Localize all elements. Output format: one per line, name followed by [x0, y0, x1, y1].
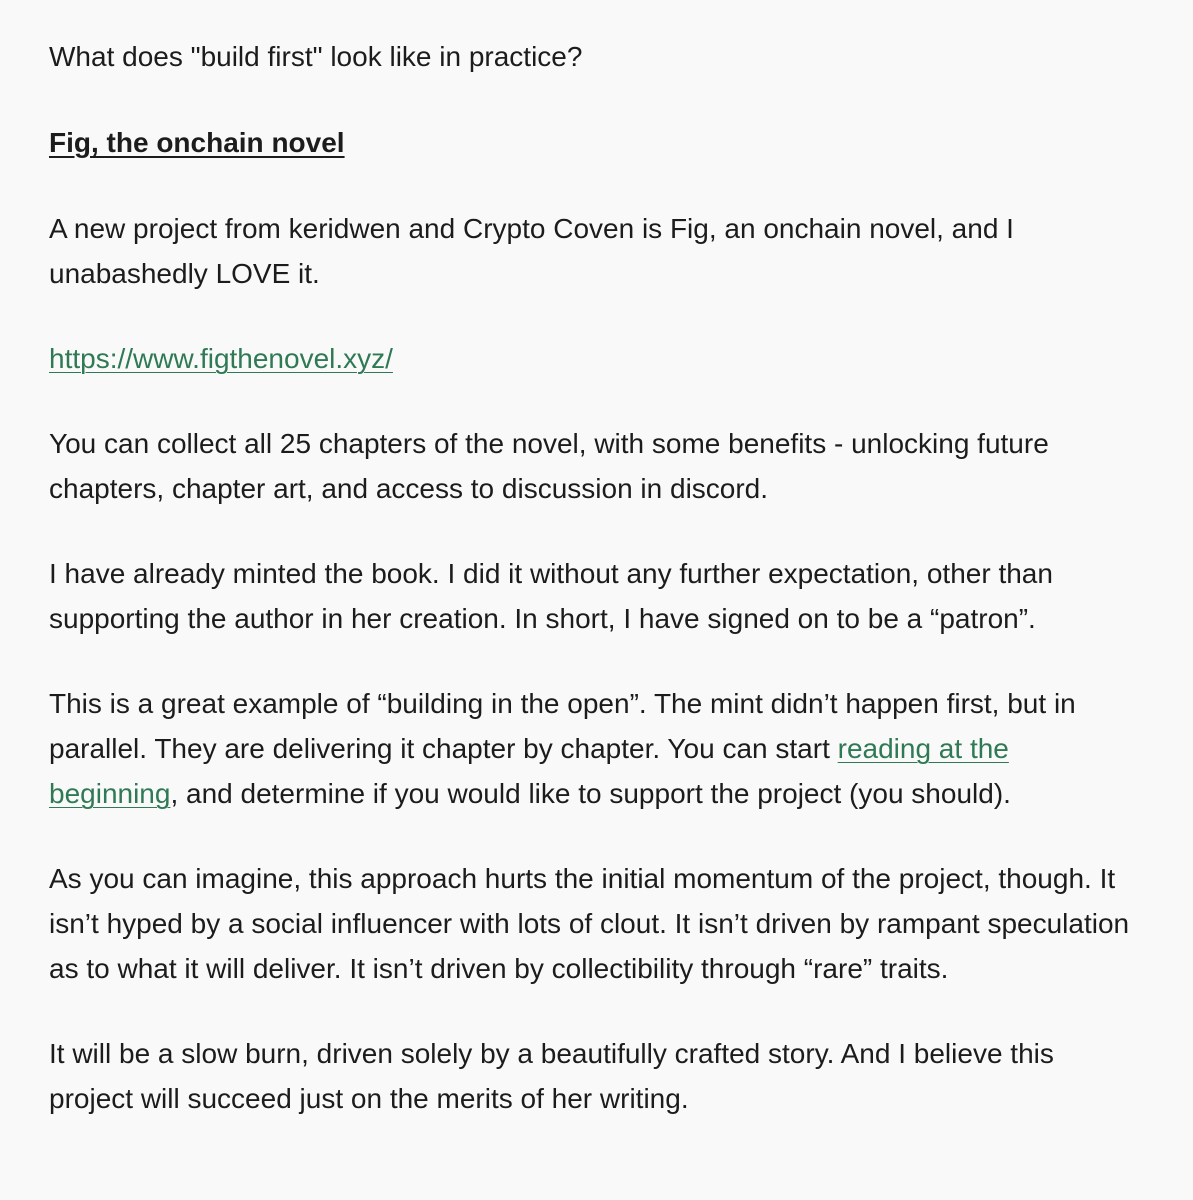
section-heading: Fig, the onchain novel	[49, 127, 345, 158]
paragraph-building-open-tail: , and determine if you would like to support the project (you should).	[170, 778, 1011, 809]
fig-novel-link[interactable]: https://www.figthenovel.xyz/	[49, 343, 393, 374]
reading-beginning-link[interactable]: reading at the beginning	[49, 733, 1009, 809]
paragraph-minted: I have already minted the book. I did it without any further expectation, other than supporting the author in her creation. In short, I have signed on to be a “patron”.	[49, 558, 1053, 634]
paragraph-momentum: As you can imagine, this approach hurts the initial momentum of the project, though. It isn’t hyped by a social influencer with lots of clout. It isn’t driven by rampant speculation as to what it will deliver. It isn’t driven by collectibility through “rare” traits.	[49, 863, 1130, 984]
paragraph-collect: You can collect all 25 chapters of the novel, with some benefits - unlocking future chapters, chapter art, and access to discussion in discord.	[49, 428, 1049, 504]
paragraph-building-open-text: This is a great example of “building in the open”. The mint didn’t happen first, but in parallel. They are delivering it chapter by chapter. You can start	[49, 688, 1076, 764]
paragraph-link	[49, 336, 1144, 381]
paragraph-building-open	[49, 681, 1144, 816]
paragraph-project-intro: A new project from keridwen and Crypto Coven is Fig, an onchain novel, and I unabashedly LOVE it.	[49, 213, 1014, 289]
paragraph-slow-burn: It will be a slow burn, driven solely by a beautifully crafted story. And I believe this project will succeed just on the merits of her writing.	[49, 1038, 1054, 1114]
intro-paragraph: What does "build first" look like in practice?	[49, 41, 583, 72]
